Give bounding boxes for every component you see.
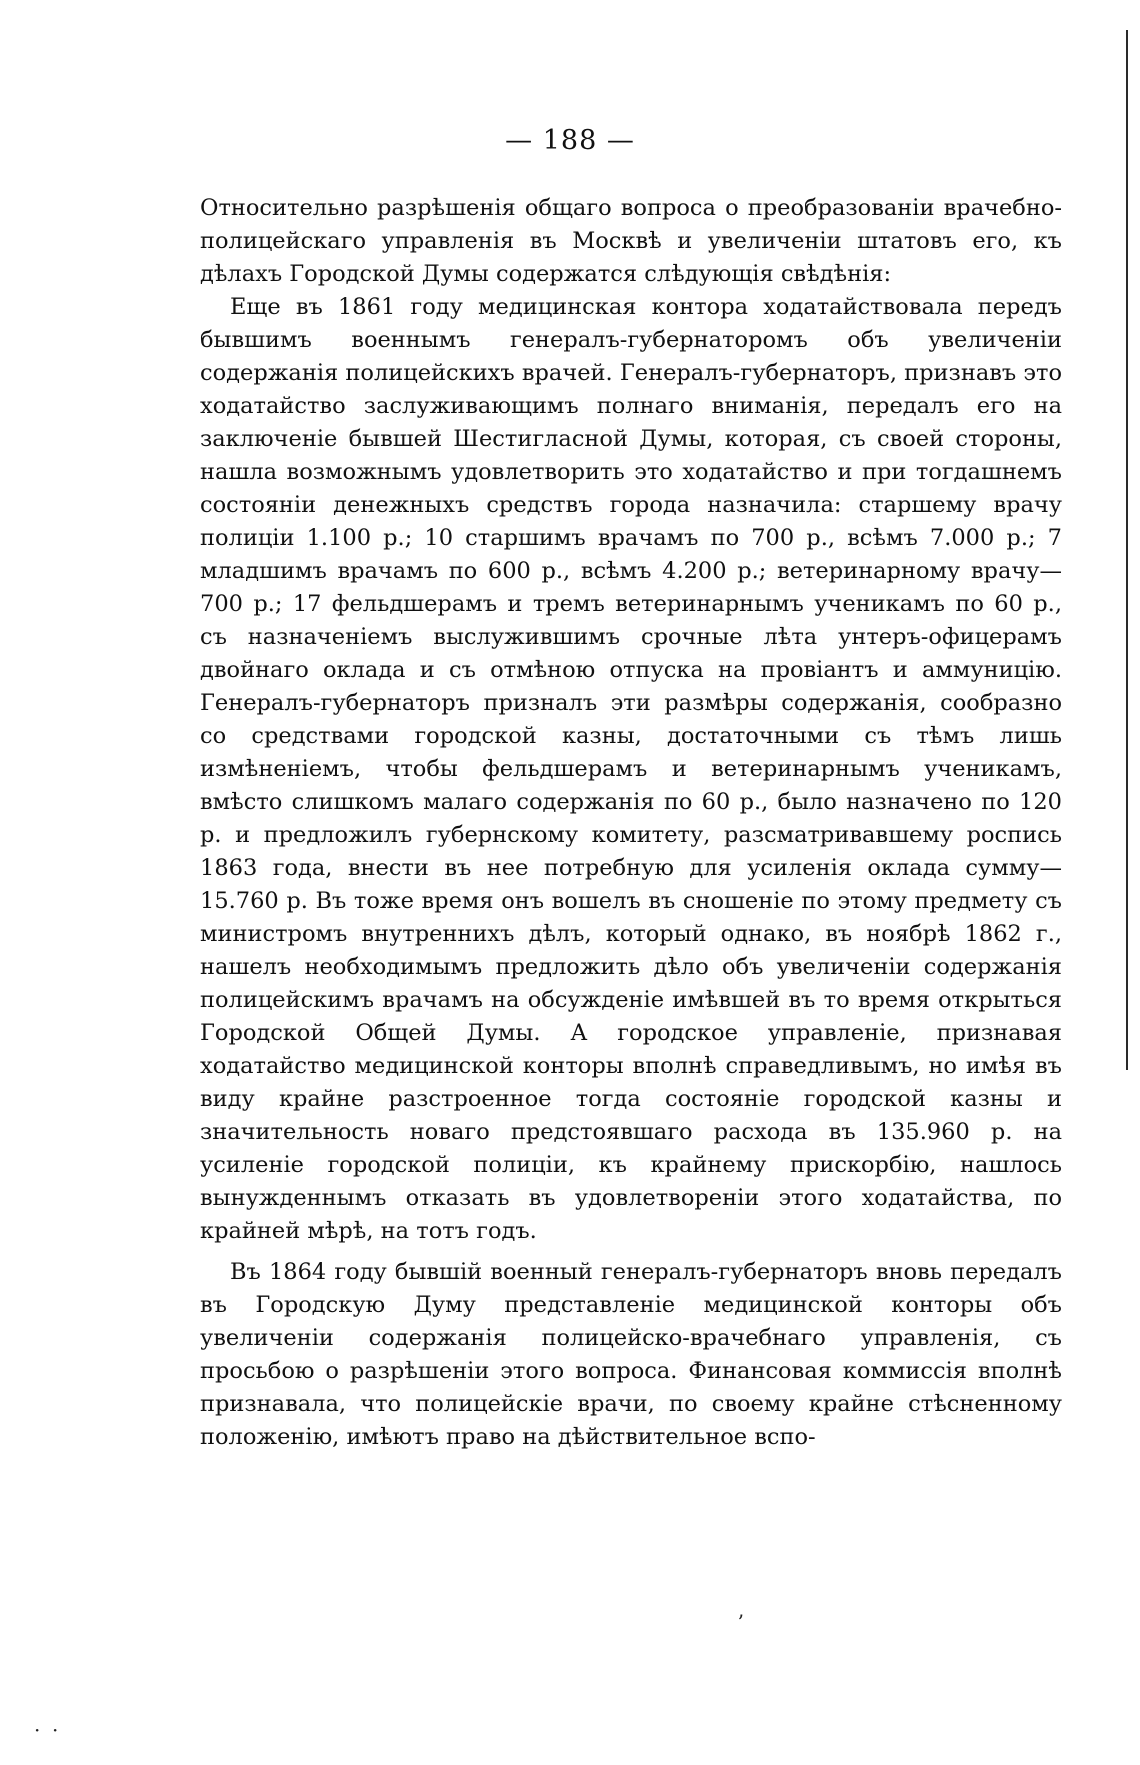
scan-edge-line bbox=[1126, 30, 1128, 1070]
body-text bbox=[200, 192, 1062, 1454]
paragraph-1864: Въ 1864 году бывшій военный генералъ-губернаторъ вновь передалъ въ Городскую Думу представленіе медицинской конторы объ увеличеніи содержанія полицейско-врачебнаго управленія, съ просьбою о разрѣшеніи этого вопроса. Финансовая коммиссія вполнѣ признавала, что полицейскіе врачи, по своему крайне стѣсненному положенію, имѣютъ право на дѣйствительное вспо- bbox=[200, 1259, 1062, 1450]
paragraph-intro: Относительно разрѣшенія общаго вопроса о преобразованіи врачебно-полицейскаго управленія въ Москвѣ и увеличеніи штатовъ его, къ дѣлахъ Городской Думы содержатся слѣдующія свѣдѣнія: bbox=[200, 195, 1062, 287]
scan-speck: · bbox=[34, 1718, 41, 1742]
scan-speck: ʼ bbox=[737, 1610, 744, 1634]
paragraph-1861: Еще въ 1861 году медицинская контора ходатайствовала передъ бывшимъ военнымъ генералъ-губернаторомъ объ увеличеніи содержанія полицейскихъ врачей. Генералъ-губернаторъ, признавъ это ходатайство заслуживающимъ полнаго вниманія, передалъ его на заключеніе бывшей Шестигласной Думы, которая, съ своей стороны, нашла возможнымъ удовлетворить это ходатайство и при тогдашнемъ состояніи денежныхъ средствъ города назначила: старшему врачу полиціи 1.100 р.; 10 старшимъ врачамъ по 700 р., всѣмъ 7.000 р.; 7 младшимъ врачамъ по 600 р., всѣмъ 4.200 р.; ветеринарному врачу—700 р.; 17 фельдшерамъ и тремъ ветеринарнымъ ученикамъ по 60 р., съ назначеніемъ выслужившимъ срочные лѣта унтеръ-офицерамъ двойнаго оклада и съ отмѣною отпуска на провіантъ и аммуницію. Генералъ-губернаторъ призналъ эти размѣры содержанія, сообразно со средствами городской казны, достаточными съ тѣмъ лишь измѣненіемъ, чтобы фельдшерамъ и ветеринарнымъ ученикамъ, вмѣсто слишкомъ малаго содержанія по 60 р., было назначено по 120 р. и предложилъ губернскому комитету, разсматривавшему роспись 1863 года, внести въ нее потребную для усиленія оклада сумму—15.760 р. Въ тоже время онъ вошелъ въ сношеніе по этому предмету съ министромъ внутреннихъ дѣлъ, который однако, въ ноябрѣ 1862 г., нашелъ необходимымъ предложить дѣло объ увеличеніи содержанія полицейскимъ врачамъ на обсужденіе имѣвшей въ то время открыться Городской Общей Думы. А городское управленіе, признавая ходатайство медицинской конторы вполнѣ справедливымъ, но имѣя въ виду крайне разстроенное тогда состояніе городской казны и значительность новаго предстоявшаго расхода въ 135.960 р. на усиленіе городской полиціи, къ крайнему прискорбію, нашлось вынужденнымъ отказать въ удовлетвореніи этого ходатайства, по крайней мѣрѣ, на тотъ годъ. bbox=[200, 294, 1062, 1244]
page-number: — 188 — bbox=[505, 125, 635, 156]
scan-speck: · bbox=[52, 1718, 59, 1742]
